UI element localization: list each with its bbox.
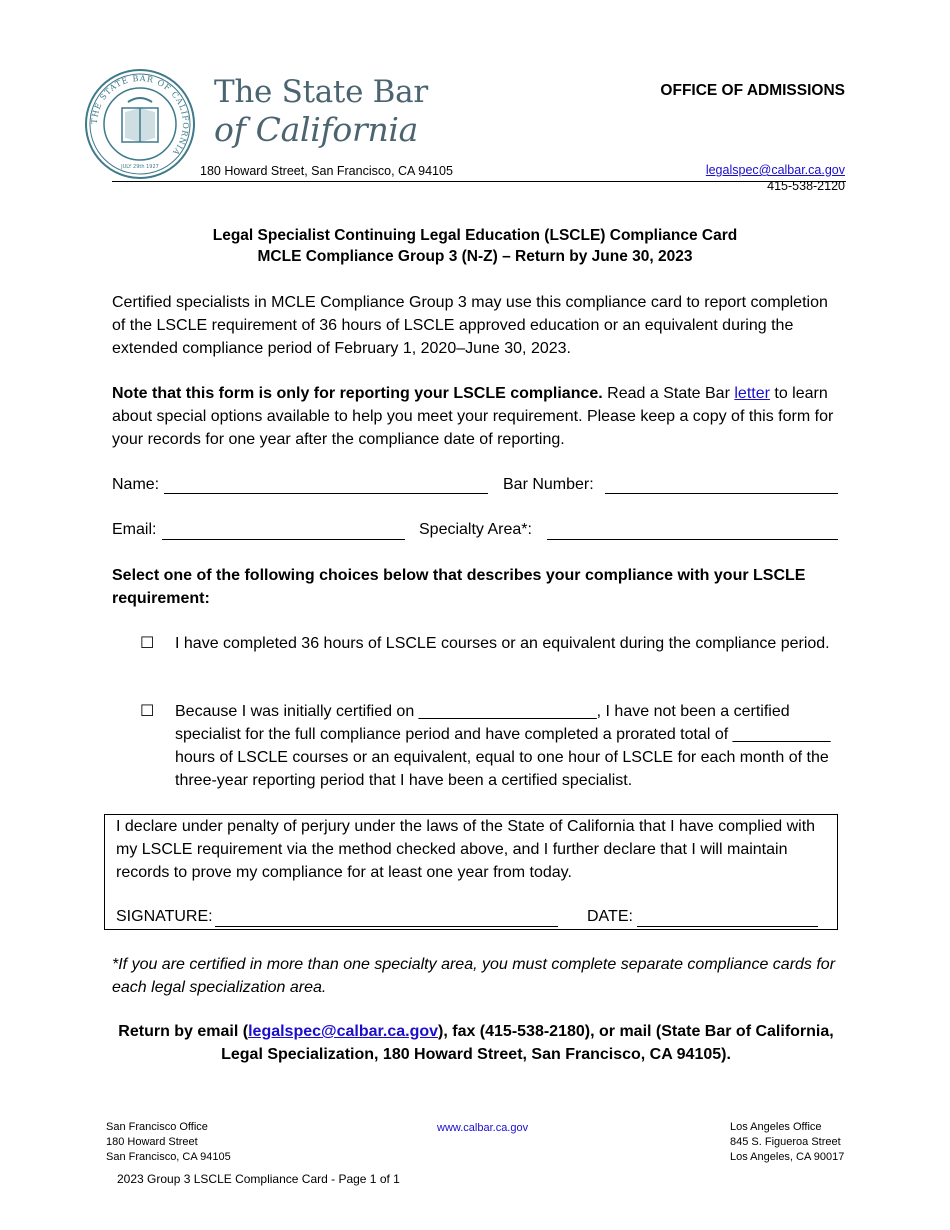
specialty-area-field[interactable] (547, 539, 838, 540)
title-line-1: Legal Specialist Continuing Legal Education (LSCLE) Compliance Card (212, 227, 738, 244)
header-contact (706, 162, 845, 194)
brand-line-1: The State Bar (214, 74, 428, 110)
name-label: Name: (112, 476, 160, 493)
date-label: DATE: (587, 908, 633, 925)
declaration-text: I declare under penalty of perjury under the laws of the State of California that I have complied with my LSCLE requirement via the method checked above, and I further declare that I will maintain records to prove my compliance for at least one year from today. (116, 818, 816, 881)
bar-number-field[interactable] (605, 493, 838, 494)
option2-part-a: Because I was initially certified on (175, 703, 419, 720)
state-bar-seal (84, 68, 196, 180)
note-pre-link: Read a State Bar (602, 385, 735, 402)
return-post: ), fax (415-538-2180), or mail (State Bar of California, Legal Specialization, 180 Howard Street, San Francisco, CA 94105). (221, 1023, 834, 1063)
document-title (100, 225, 850, 267)
la-office-line: 845 S. Figueroa Street (730, 1136, 841, 1148)
option2-part-b: , I have not been a certified specialist for the full compliance period and have completed a prorated total of (175, 703, 790, 743)
email-field[interactable] (162, 539, 405, 540)
page-info: 2023 Group 3 LSCLE Compliance Card - Page 1 of 1 (117, 1172, 400, 1186)
office-title: OFFICE OF ADMISSIONS (660, 82, 845, 99)
specialty-area-label: Specialty Area*: (419, 521, 532, 538)
footer-la-office (730, 1120, 844, 1165)
option2-part-c: hours of LSCLE courses or an equivalent, equal to one hour of LSCLE for each month of the three-year reporting period that I have been a certified specialist. (175, 749, 829, 789)
header-phone: 415-538-2120 (767, 179, 845, 193)
option2-text (175, 700, 845, 792)
option1-text: I have completed 36 hours of LSCLE courses or an equivalent during the compliance period. (175, 635, 830, 652)
return-email-link[interactable]: legalspec@calbar.ca.gov (248, 1023, 439, 1040)
prorated-hours-blank[interactable]: ___________ (732, 726, 831, 743)
la-office-line: Los Angeles, CA 90017 (730, 1151, 845, 1163)
la-office-line: Los Angeles Office (730, 1121, 822, 1133)
header-address: 180 Howard Street, San Francisco, CA 94105 (200, 164, 453, 178)
letter-link[interactable]: letter (734, 385, 770, 402)
bar-number-label: Bar Number: (503, 476, 594, 493)
intro-paragraph: Certified specialists in MCLE Compliance Group 3 may use this compliance card to report completion of the LSCLE requirement of 36 hours of LSCLE approved education or an equivalent during the extended compliance period of February 1, 2020–June 30, 2023. (112, 294, 828, 357)
return-instructions (112, 1020, 840, 1066)
sf-office-line: San Francisco, CA 94105 (106, 1151, 231, 1163)
email-label: Email: (112, 521, 157, 538)
date-field[interactable] (637, 926, 818, 927)
brand-wordmark (214, 74, 428, 150)
svg-text:THE STATE BAR OF CALIFORNIA: THE STATE BAR OF CALIFORNIA (89, 73, 191, 158)
sf-office-line: 180 Howard Street (106, 1136, 198, 1148)
brand-line-2: of California (214, 110, 419, 149)
note-paragraph (112, 382, 842, 451)
certification-date-blank[interactable]: ____________________ (418, 703, 597, 720)
header-email-link[interactable]: legalspec@calbar.ca.gov (705, 163, 845, 177)
signature-label: SIGNATURE: (116, 908, 213, 925)
return-pre: Return by email ( (118, 1023, 249, 1040)
footer-sf-office (106, 1120, 231, 1165)
choices-heading: Select one of the following choices below that describes your compliance with your LSCLE requirement: (112, 567, 806, 607)
seal-icon (84, 68, 196, 180)
website-link[interactable]: www.calbar.ca.gov (437, 1122, 529, 1134)
signature-field[interactable] (215, 926, 558, 927)
footnote: *If you are certified in more than one specialty area, you must complete separate compliance cards for each legal specialization area. (112, 956, 836, 996)
title-line-2: MCLE Compliance Group 3 (N-Z) – Return by June 30, 2023 (257, 248, 693, 265)
svg-text:JULY 29th 1927: JULY 29th 1927 (121, 164, 159, 170)
note-bold: Note that this form is only for reporting your LSCLE compliance. (112, 385, 603, 402)
name-field[interactable] (164, 493, 488, 494)
note-post-link: to learn about special options available to help you meet your requirement. Please keep a copy of this form for your records for one year after the compliance date of reporting. (112, 385, 834, 448)
option2-checkbox[interactable]: ☐ (140, 703, 155, 720)
sf-office-line: San Francisco Office (106, 1121, 208, 1133)
option1-checkbox[interactable]: ☐ (140, 635, 155, 652)
